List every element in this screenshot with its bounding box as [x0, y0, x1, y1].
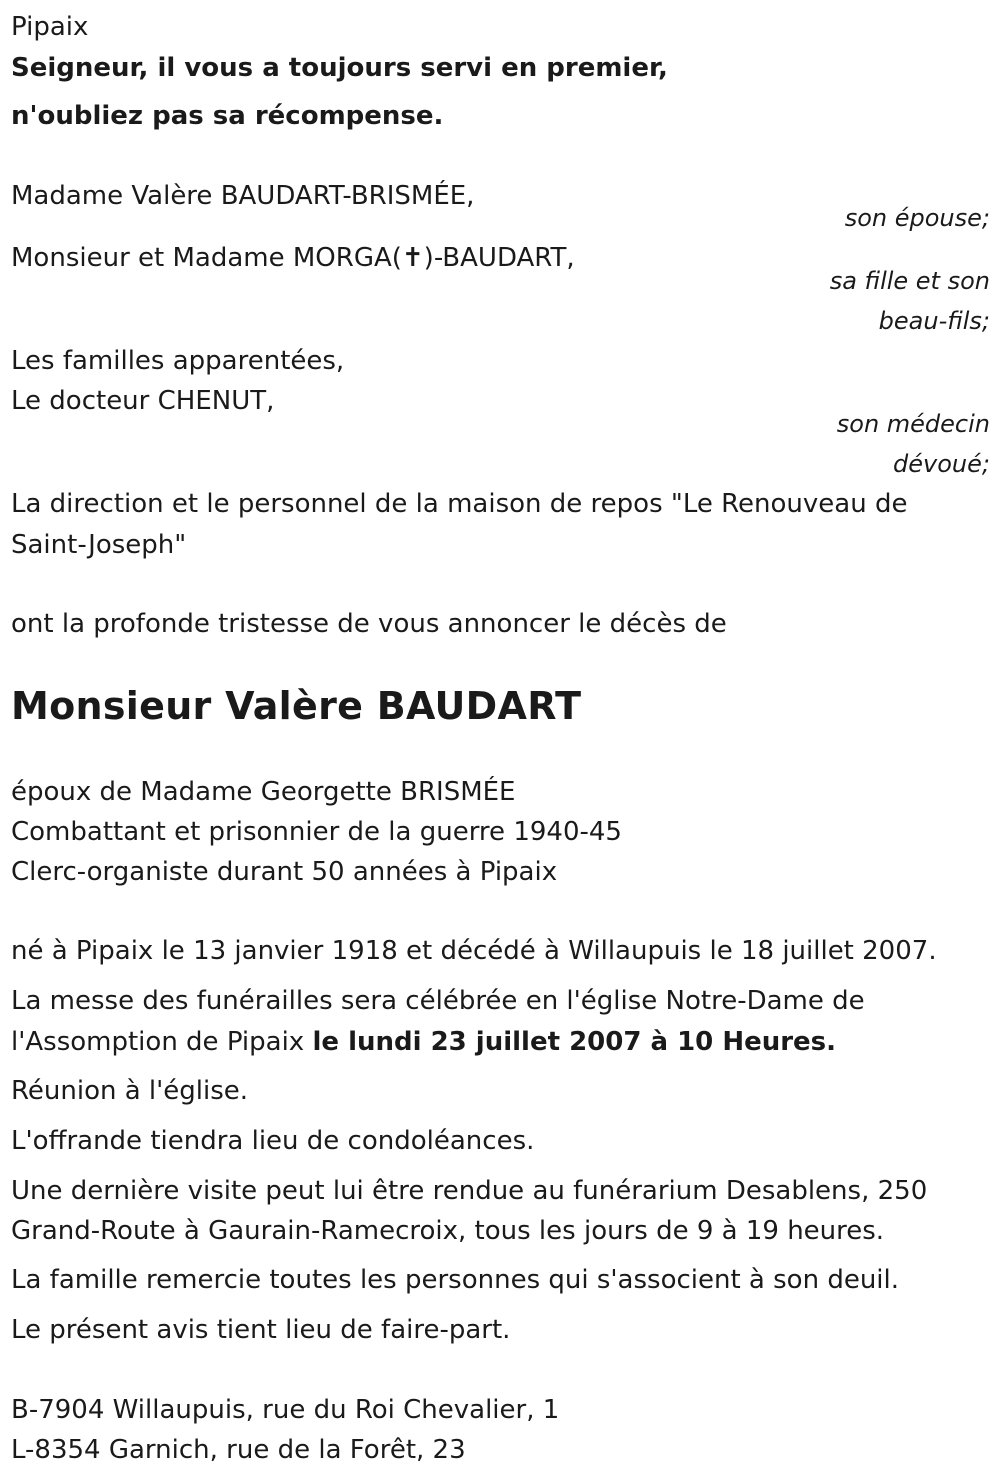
doctor-name: Le docteur CHENUT, — [11, 386, 275, 416]
mass-date-time: le lundi 23 juillet 2007 à 10 Heures. — [312, 1027, 837, 1057]
quote-line-2: n'oubliez pas sa récompense. — [11, 101, 444, 131]
daughter-role-line-2: beau-fils; — [878, 307, 990, 335]
mass-line-1: La messe des funérailles sera célébrée en l'église Notre-Dame de — [11, 986, 865, 1016]
thanks-info: La famille remercie toutes les personnes qui s'associent à son deuil. — [11, 1265, 900, 1295]
visit-line-1: Une dernière visite peut lui être rendue au funérarium Desablens, 250 — [11, 1176, 928, 1206]
spouse-role: son épouse; — [844, 204, 990, 232]
birth-death: né à Pipaix le 13 janvier 1918 et décédé à Willaupuis le 18 juillet 2007. — [11, 936, 937, 966]
nursing-home-line-2: Saint-Joseph" — [11, 530, 187, 560]
nursing-home-line-1: La direction et le personnel de la maison de repos "Le Renouveau de — [11, 489, 908, 519]
detail-organist: Clerc-organiste durant 50 années à Pipaix — [11, 857, 558, 887]
address-1: B-7904 Willaupuis, rue du Roi Chevalier, 1 — [11, 1395, 560, 1425]
detail-war: Combattant et prisonnier de la guerre 1940-45 — [11, 817, 622, 847]
quote-line-1: Seigneur, il vous a toujours servi en premier, — [11, 53, 668, 83]
city-heading: Pipaix — [11, 12, 89, 42]
mass-location: l'Assomption de Pipaix — [11, 1027, 313, 1057]
daughter-name: Monsieur et Madame MORGA(✝)-BAUDART, — [11, 243, 575, 273]
visit-line-2: Grand-Route à Gaurain-Ramecroix, tous les jours de 9 à 19 heures. — [11, 1216, 885, 1246]
mass-line-2 — [11, 1029, 836, 1055]
detail-spouse: époux de Madame Georgette BRISMÉE — [11, 777, 516, 807]
spouse-name: Madame Valère BAUDART-BRISMÉE, — [11, 181, 475, 211]
daughter-role-line-1: sa fille et son — [829, 267, 990, 295]
meeting-info: Réunion à l'église. — [11, 1076, 249, 1106]
related-families: Les familles apparentées, — [11, 346, 345, 376]
offering-info: L'offrande tiendra lieu de condoléances. — [11, 1126, 535, 1156]
notice-info: Le présent avis tient lieu de faire-part. — [11, 1315, 511, 1345]
address-2: L-8354 Garnich, rue de la Forêt, 23 — [11, 1435, 466, 1465]
deceased-name: Monsieur Valère BAUDART — [11, 684, 582, 728]
doctor-role-line-1: son médecin — [836, 410, 990, 438]
announcement-intro: ont la profonde tristesse de vous annoncer le décès de — [11, 609, 727, 639]
doctor-role-line-2: dévoué; — [893, 450, 990, 478]
